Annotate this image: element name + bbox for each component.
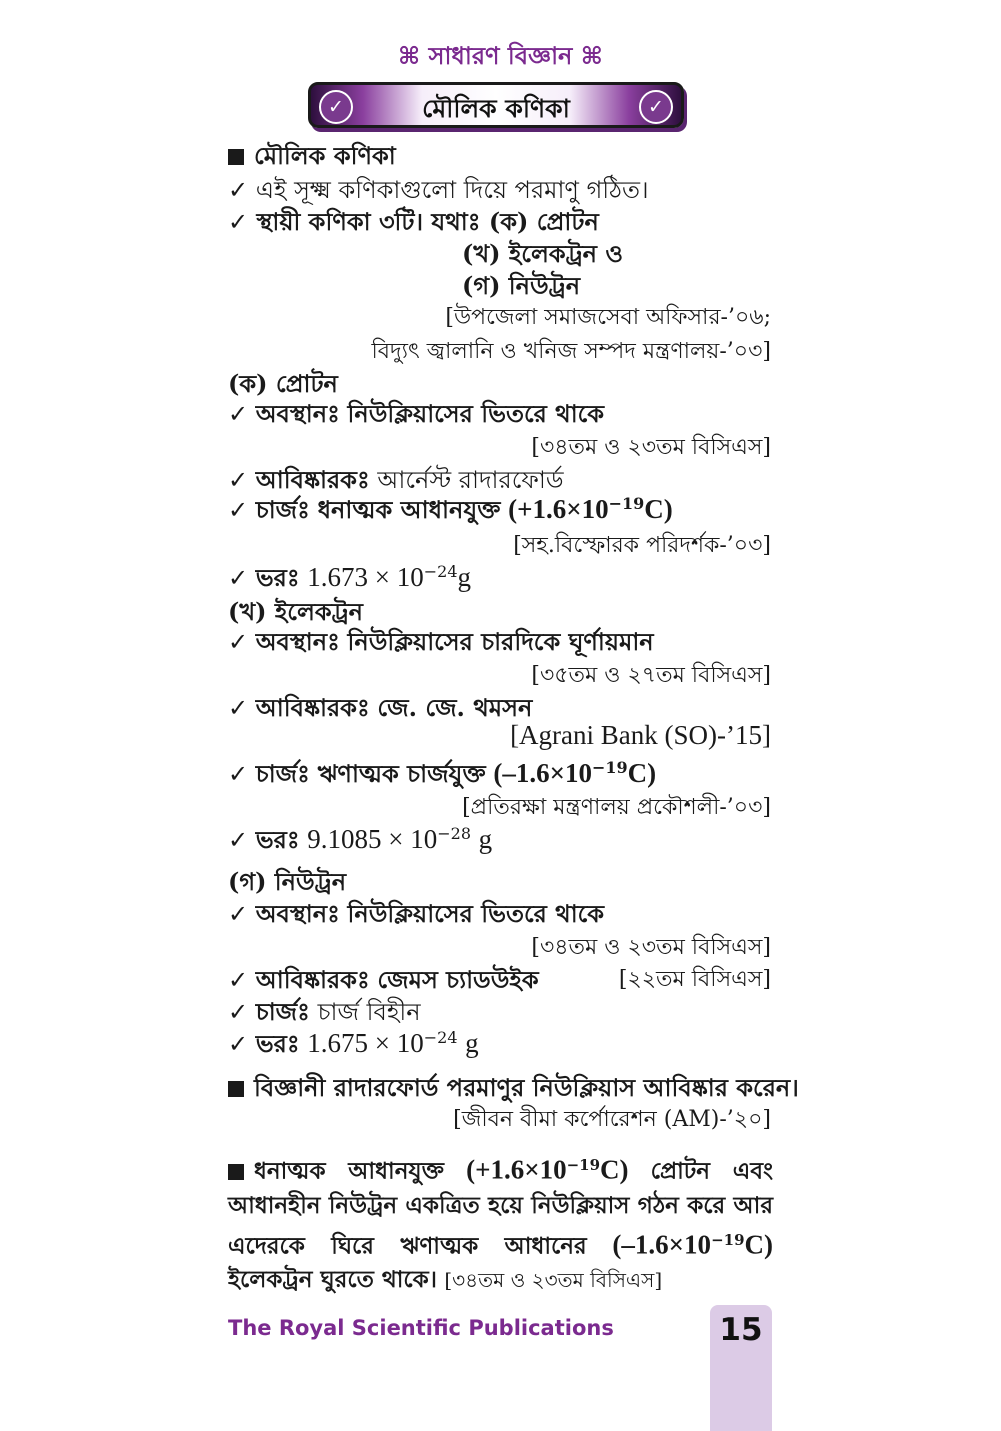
reference: [৩৪তম ও ২৩তম বিসিএস] [531,935,771,960]
electron-charge: ✓ চার্জঃ ঋণাত্মক চার্জযুক্ত $(-1.6\times 10^{-19}C)$ [228,758,657,788]
checkmark-icon: ✓ [228,496,249,524]
checkmark-icon: ✓ [228,966,249,994]
square-bullet-icon [228,1081,244,1097]
intro-line-2: ✓ স্থায়ী কণিকা ৩টি। যথাঃ (ক) প্রোটন [228,207,599,236]
neutron-mass: ✓ ভরঃ $1.675 \times 10^{-24}$ g [228,1028,479,1058]
neutron-charge: ✓ চার্জঃ চার্জ বিহীন [228,997,421,1026]
check-circle-icon: ✓ [639,90,673,124]
banner-title: মৌলিক কণিকা [422,94,570,123]
checkmark-icon: ✓ [228,564,249,592]
proton-location: ✓ অবস্থানঃ নিউক্লিয়াসের ভিতরে থাকে [228,399,605,428]
checkmark-icon: ✓ [228,628,249,656]
reference: [২২তম বিসিএস] [618,967,771,992]
electron-mass: ✓ ভরঃ $9.1085 \times 10^{-28}$ g [228,824,493,854]
checkmark-icon: ✓ [228,998,249,1026]
checkmark-icon: ✓ [228,400,249,428]
section-banner [308,82,684,128]
neutron-location: ✓ অবস্থানঃ নিউক্লিয়াসের ভিতরে থাকে [228,899,605,928]
intro-line-3: (খ) ইলেকট্রন ও [462,239,624,268]
neutron-title: (গ) নিউট্রন [228,867,347,896]
proton-discoverer: ✓ আবিষ্কারকঃ আর্নেস্ট রাদারফোর্ড [228,465,564,494]
checkmark-icon: ✓ [228,760,249,788]
intro-line-1: ✓ এই সূক্ষ্ম কণিকাগুলো দিয়ে পরমাণু গঠিত। [228,176,649,204]
reference: [সহ.বিস্ফোরক পরিদর্শক-’০৩] [513,533,771,558]
reference: [৩৪তম ও ২৩তম বিসিএস] [531,435,771,460]
square-bullet-icon [228,1164,244,1180]
checkmark-icon: ✓ [228,826,249,854]
neutron-discoverer: ✓ আবিষ্কারকঃ জেমস চ্যাডউইক [228,965,539,994]
proton-charge: ✓ চার্জঃ ধনাত্মক আধানযুক্ত $(+1.6\times 10^{-19}C)$ [228,494,673,524]
reference: বিদ্যুৎ জ্বালানি ও খনিজ সম্পদ মন্ত্রণালয়-’০৩] [371,339,771,364]
fact-atomic-structure: ধনাত্মক আধানযুক্ত $(+1.6\times 10^{-19}C)$ প্রোটন এবং আধানহীন নিউট্রন একত্রিত হয়ে নিউক্লিয়াস গঠন করে আর এদেরকে ঘিরে ঋণাত্মক আধানের $(-1.6\times 10^{-19}C)$ ইলেকট্রন ঘুরতে থাকে। [৩৪তম ও ২৩তম বিসিএস] [228,1154,774,1294]
page-number: 15 [719,1312,763,1348]
square-bullet-icon [228,149,244,165]
checkmark-icon: ✓ [228,208,249,236]
publisher-name: The Royal Scientific Publications [228,1316,614,1340]
reference: [৩৫তম ও ২৭তম বিসিএস] [531,663,771,688]
intro-line-4: (গ) নিউট্রন [462,271,581,300]
electron-discoverer: ✓ আবিষ্কারকঃ জে. জে. থমসন [228,693,533,722]
section-heading: মৌলিক কণিকা [228,138,396,178]
checkmark-icon: ✓ [228,176,249,204]
electron-location: ✓ অবস্থানঃ নিউক্লিয়াসের চারদিকে ঘূর্ণায়মান [228,627,654,656]
proton-mass: ✓ ভরঃ $1.673 \times 10^{-24}g$ [228,562,472,592]
check-circle-icon: ✓ [319,90,353,124]
checkmark-icon: ✓ [228,694,249,722]
fact-rutherford: বিজ্ঞানী রাদারফোর্ড পরমাণুর নিউক্লিয়াস আবিষ্কার করেন। [228,1070,799,1110]
electron-title: (খ) ইলেকট্রন [228,597,363,626]
checkmark-icon: ✓ [228,466,249,494]
proton-title: (ক) প্রোটন [228,369,338,398]
checkmark-icon: ✓ [228,900,249,928]
reference: [প্রতিরক্ষা মন্ত্রণালয় প্রকৌশলী-’০৩] [462,795,771,820]
reference: [জীবন বীমা কর্পোরেশন (AM)-’২০] [453,1107,771,1132]
reference: [উপজেলা সমাজসেবা অফিসার-’০৬; [445,305,771,330]
reference: [Agrani Bank (SO)-’15] [510,720,771,750]
chapter-header: ⌘ সাধারণ বিজ্ঞান ⌘ [397,42,603,70]
checkmark-icon: ✓ [228,1030,249,1058]
